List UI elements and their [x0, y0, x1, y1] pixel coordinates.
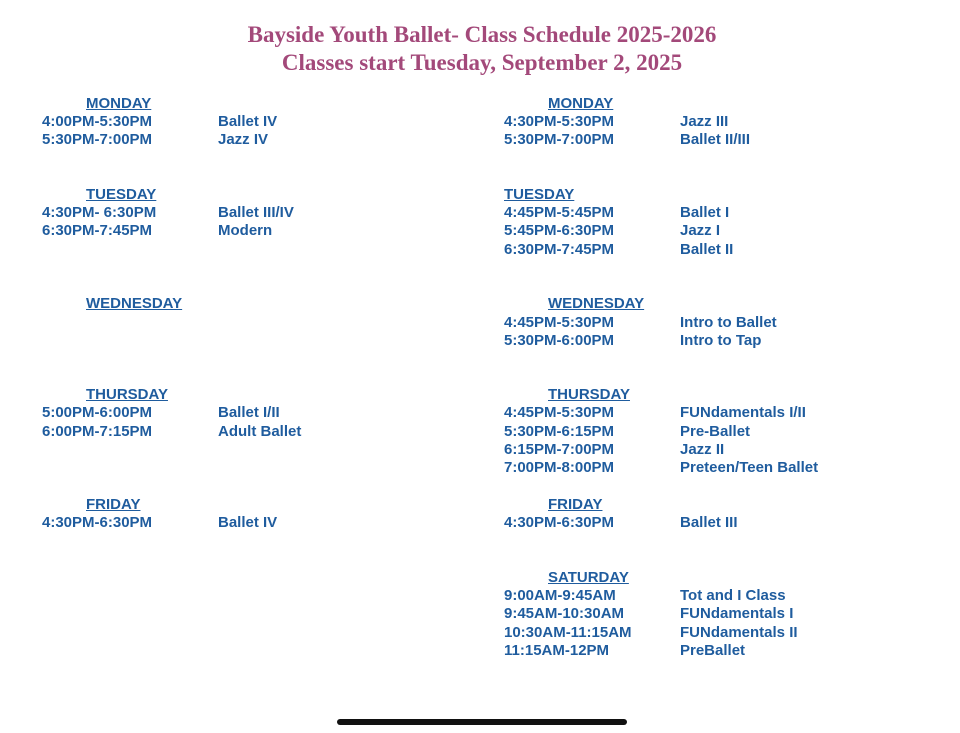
class-row	[504, 587, 944, 605]
class-time: 5:45PM-6:30PM	[504, 222, 615, 239]
class-name: FUNdamentals I/II	[680, 404, 806, 421]
class-name: Ballet III/IV	[218, 204, 294, 221]
class-time: 5:00PM-6:00PM	[42, 404, 153, 421]
class-time: 4:30PM- 6:30PM	[42, 204, 157, 221]
class-name: Jazz IV	[218, 131, 269, 148]
class-time: 7:00PM-8:00PM	[504, 459, 615, 476]
class-row	[42, 514, 482, 532]
day-heading-friday: FRIDAY	[86, 496, 141, 513]
class-time: 6:00PM-7:15PM	[42, 423, 153, 440]
day-heading-tuesday: TUESDAY	[504, 186, 575, 203]
class-row	[504, 204, 944, 222]
day-heading-wednesday: WEDNESDAY	[548, 295, 645, 312]
day-heading-friday: FRIDAY	[548, 496, 603, 513]
class-name: Intro to Tap	[680, 332, 762, 349]
class-row	[504, 241, 944, 259]
schedule-title: Bayside Youth Ballet- Class Schedule 2025-2026	[247, 22, 717, 47]
class-name: PreBallet	[680, 642, 746, 659]
class-name: Ballet IV	[218, 113, 278, 130]
day-heading-wednesday: WEDNESDAY	[86, 295, 183, 312]
class-name: Ballet II	[680, 241, 734, 258]
class-name: Modern	[218, 222, 273, 239]
class-name: Intro to Ballet	[680, 314, 777, 331]
class-time: 6:30PM-7:45PM	[504, 241, 615, 258]
class-row	[42, 113, 482, 131]
day-heading-saturday: SATURDAY	[548, 569, 629, 586]
class-row	[42, 222, 482, 240]
day-heading-thursday: THURSDAY	[548, 386, 630, 403]
class-time: 4:45PM-5:30PM	[504, 404, 615, 421]
class-time: 4:30PM-6:30PM	[42, 514, 153, 531]
class-name: Ballet II/III	[680, 131, 751, 148]
class-time: 4:30PM-5:30PM	[504, 113, 615, 130]
class-time: 4:30PM-6:30PM	[504, 514, 615, 531]
class-name: Pre-Ballet	[680, 423, 751, 440]
class-name: FUNdamentals II	[680, 624, 798, 641]
class-row	[504, 605, 944, 623]
class-row	[504, 423, 944, 441]
class-name: Preteen/Teen Ballet	[680, 459, 819, 476]
schedule-column-left	[42, 0, 482, 700]
class-time: 6:30PM-7:45PM	[42, 222, 153, 239]
schedule-subtitle: Classes start Tuesday, September 2, 2025	[281, 50, 683, 75]
class-row	[504, 514, 944, 532]
class-time: 10:30AM-11:15AM	[504, 624, 632, 641]
class-row	[504, 332, 944, 350]
class-time: 4:45PM-5:45PM	[504, 204, 615, 221]
class-row	[504, 222, 944, 240]
class-row	[42, 404, 482, 422]
schedule-column-right	[504, 0, 944, 700]
class-name: Adult Ballet	[218, 423, 302, 440]
day-heading-tuesday: TUESDAY	[86, 186, 157, 203]
class-time: 5:30PM-7:00PM	[42, 131, 153, 148]
class-row	[42, 204, 482, 222]
class-name: Ballet I/II	[218, 404, 280, 421]
class-name: Ballet IV	[218, 514, 278, 531]
class-time: 11:15AM-12PM	[504, 642, 610, 659]
class-row	[504, 642, 944, 660]
class-name: Ballet III	[680, 514, 738, 531]
class-row	[42, 131, 482, 149]
class-time: 4:00PM-5:30PM	[42, 113, 153, 130]
class-row	[504, 314, 944, 332]
class-time: 9:00AM-9:45AM	[504, 587, 616, 604]
class-time: 6:15PM-7:00PM	[504, 441, 615, 458]
class-row	[504, 131, 944, 149]
class-time: 5:30PM-7:00PM	[504, 131, 615, 148]
class-row	[504, 404, 944, 422]
class-name: Jazz I	[680, 222, 721, 239]
class-name: Ballet I	[680, 204, 730, 221]
class-time: 9:45AM-10:30AM	[504, 605, 625, 622]
day-heading-monday: MONDAY	[548, 95, 614, 112]
class-name: Jazz II	[680, 441, 725, 458]
class-row	[504, 113, 944, 131]
class-row	[504, 459, 944, 477]
day-heading-monday: MONDAY	[86, 95, 152, 112]
class-row	[504, 441, 944, 459]
class-row	[504, 624, 944, 642]
class-time: 4:45PM-5:30PM	[504, 314, 615, 331]
class-time: 5:30PM-6:15PM	[504, 423, 615, 440]
day-heading-thursday: THURSDAY	[86, 386, 168, 403]
class-name: Jazz III	[680, 113, 729, 130]
class-name: Tot and I Class	[680, 587, 786, 604]
class-name: FUNdamentals I	[680, 605, 794, 622]
home-indicator[interactable]	[337, 719, 627, 725]
class-row	[42, 423, 482, 441]
class-time: 5:30PM-6:00PM	[504, 332, 615, 349]
